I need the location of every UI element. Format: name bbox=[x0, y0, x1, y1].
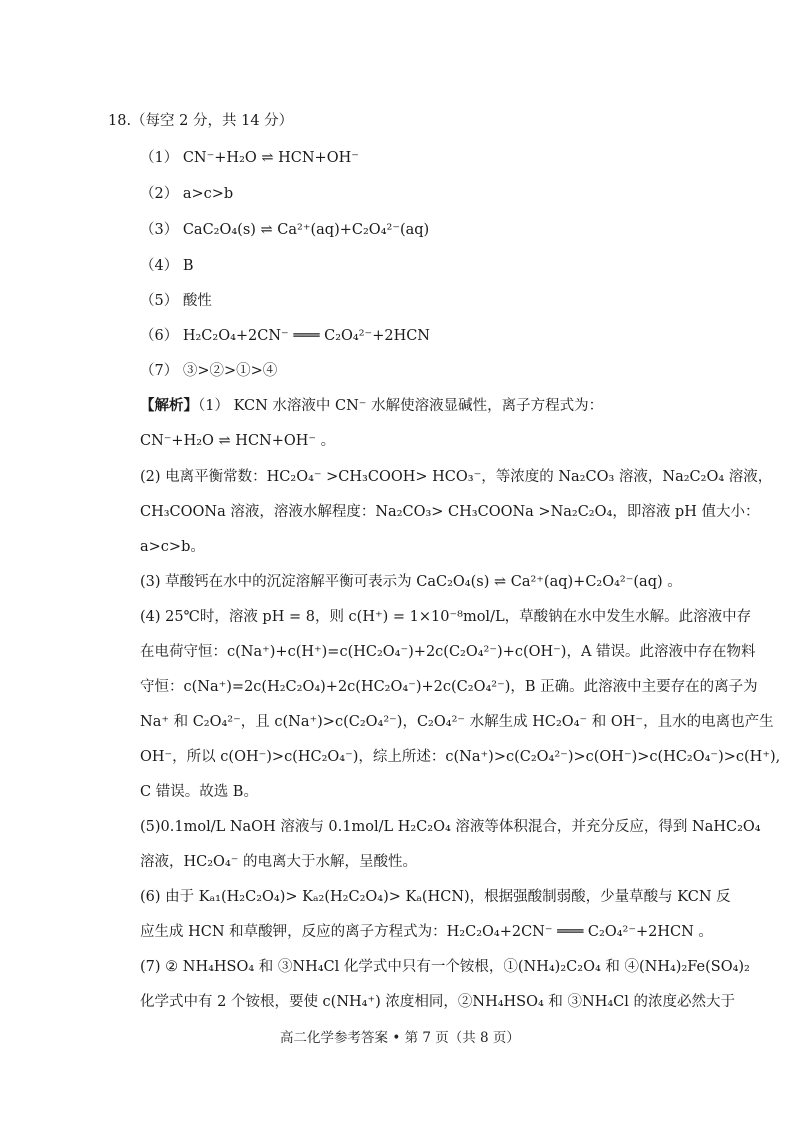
explanation-line-13: (5)0.1mol/L NaOH 溶液与 0.1mol/L H₂C₂O₄ 溶液等体积混合，并充分反应，得到 NaHC₂O₄ bbox=[140, 819, 761, 835]
explanation-line-18: 化学式中有 2 个铵根，要使 c(NH₄⁺) 浓度相同，②NH₄HSO₄ 和 ③NH₄Cl 的浓度必然大于 bbox=[140, 994, 736, 1010]
answer-4: （4） B bbox=[140, 258, 194, 274]
explanation-text: （1） KCN 水溶液中 CN⁻ 水解使溶液显碱性，离子方程式为： bbox=[198, 398, 604, 414]
question-title: 18.（每空 2 分，共 14 分） bbox=[108, 113, 294, 129]
answer-7: （7） ③>②>①>④ bbox=[140, 363, 278, 379]
explanation-label: 【解析】 bbox=[140, 397, 198, 414]
explanation-line-9: 守恒：c(Na⁺)=2c(H₂C₂O₄)+2c(HC₂O₄⁻)+2c(C₂O₄²⁻)，B 正确。此溶液中主要存在的离子为 bbox=[140, 679, 758, 695]
explanation-line-5: a>c>b。 bbox=[140, 539, 205, 555]
explanation-line-15: (6) 由于 Kₐ₁(H₂C₂O₄)> Kₐ₂(H₂C₂O₄)> Kₐ(HCN)，根据强酸制弱酸，少量草酸与 KCN 反 bbox=[140, 889, 731, 905]
answer-6: （6） H₂C₂O₄+2CN⁻ ═══ C₂O₄²⁻+2HCN bbox=[140, 328, 430, 344]
explanation-line-8: 在电荷守恒：c(Na⁺)+c(H⁺)=c(HC₂O₄⁻)+2c(C₂O₄²⁻)+c(OH⁻)，A 错误。此溶液中存在物料 bbox=[140, 644, 756, 660]
answer-5: （5） 酸性 bbox=[140, 293, 212, 309]
explanation-line-12: C 错误。故选 B。 bbox=[140, 784, 258, 800]
explanation-line-16: 应生成 HCN 和草酸钾，反应的离子方程式为：H₂C₂O₄+2CN⁻ ═══ C₂O₄²⁻+2HCN 。 bbox=[140, 924, 713, 940]
explanation-line-4: CH₃COONa 溶液，溶液水解程度：Na₂CO₃> CH₃COONa >Na₂C₂O₄，即溶液 pH 值大小： bbox=[140, 504, 760, 520]
page-footer: 高二化学参考答案 • 第 7 页（共 8 页） bbox=[280, 1030, 520, 1046]
answer-1: （1） CN⁻+H₂O ⇌ HCN+OH⁻ bbox=[140, 150, 359, 166]
explanation-line-17: (7) ② NH₄HSO₄ 和 ③NH₄Cl 化学式中只有一个铵根，①(NH₄)₂C₂O₄ 和 ④(NH₄)₂Fe(SO₄)₂ bbox=[140, 959, 750, 975]
answer-3: （3） CaC₂O₄(s) ⇌ Ca²⁺(aq)+C₂O₄²⁻(aq) bbox=[140, 222, 430, 238]
answer-2: （2） a>c>b bbox=[140, 186, 234, 202]
explanation-line-1 bbox=[140, 395, 603, 417]
explanation-line-7: (4) 25℃时，溶液 pH = 8，则 c(H⁺) = 1×10⁻⁸mol/L，草酸钠在水中发生水解。此溶液中存 bbox=[140, 609, 752, 625]
explanation-line-11: OH⁻，所以 c(OH⁻)>c(HC₂O₄⁻)，综上所述：c(Na⁺)>c(C₂O₄²⁻)>c(OH⁻)>c(HC₂O₄⁻)>c(H⁺), bbox=[140, 749, 781, 765]
explanation-line-3: (2) 电离平衡常数：HC₂O₄⁻ >CH₃COOH> HCO₃⁻，等浓度的 Na₂CO₃ 溶液，Na₂C₂O₄ 溶液， bbox=[140, 469, 773, 485]
explanation-line-2: CN⁻+H₂O ⇌ HCN+OH⁻ 。 bbox=[140, 433, 336, 449]
explanation-line-6: (3) 草酸钙在水中的沉淀溶解平衡可表示为 CaC₂O₄(s) ⇌ Ca²⁺(aq)+C₂O₄²⁻(aq) 。 bbox=[140, 574, 682, 590]
explanation-line-10: Na⁺ 和 C₂O₄²⁻，且 c(Na⁺)>c(C₂O₄²⁻)，C₂O₄²⁻ 水解生成 HC₂O₄⁻ 和 OH⁻，且水的电离也产生 bbox=[140, 714, 774, 730]
explanation-line-14: 溶液，HC₂O₄⁻ 的电离大于水解，呈酸性。 bbox=[140, 854, 418, 870]
